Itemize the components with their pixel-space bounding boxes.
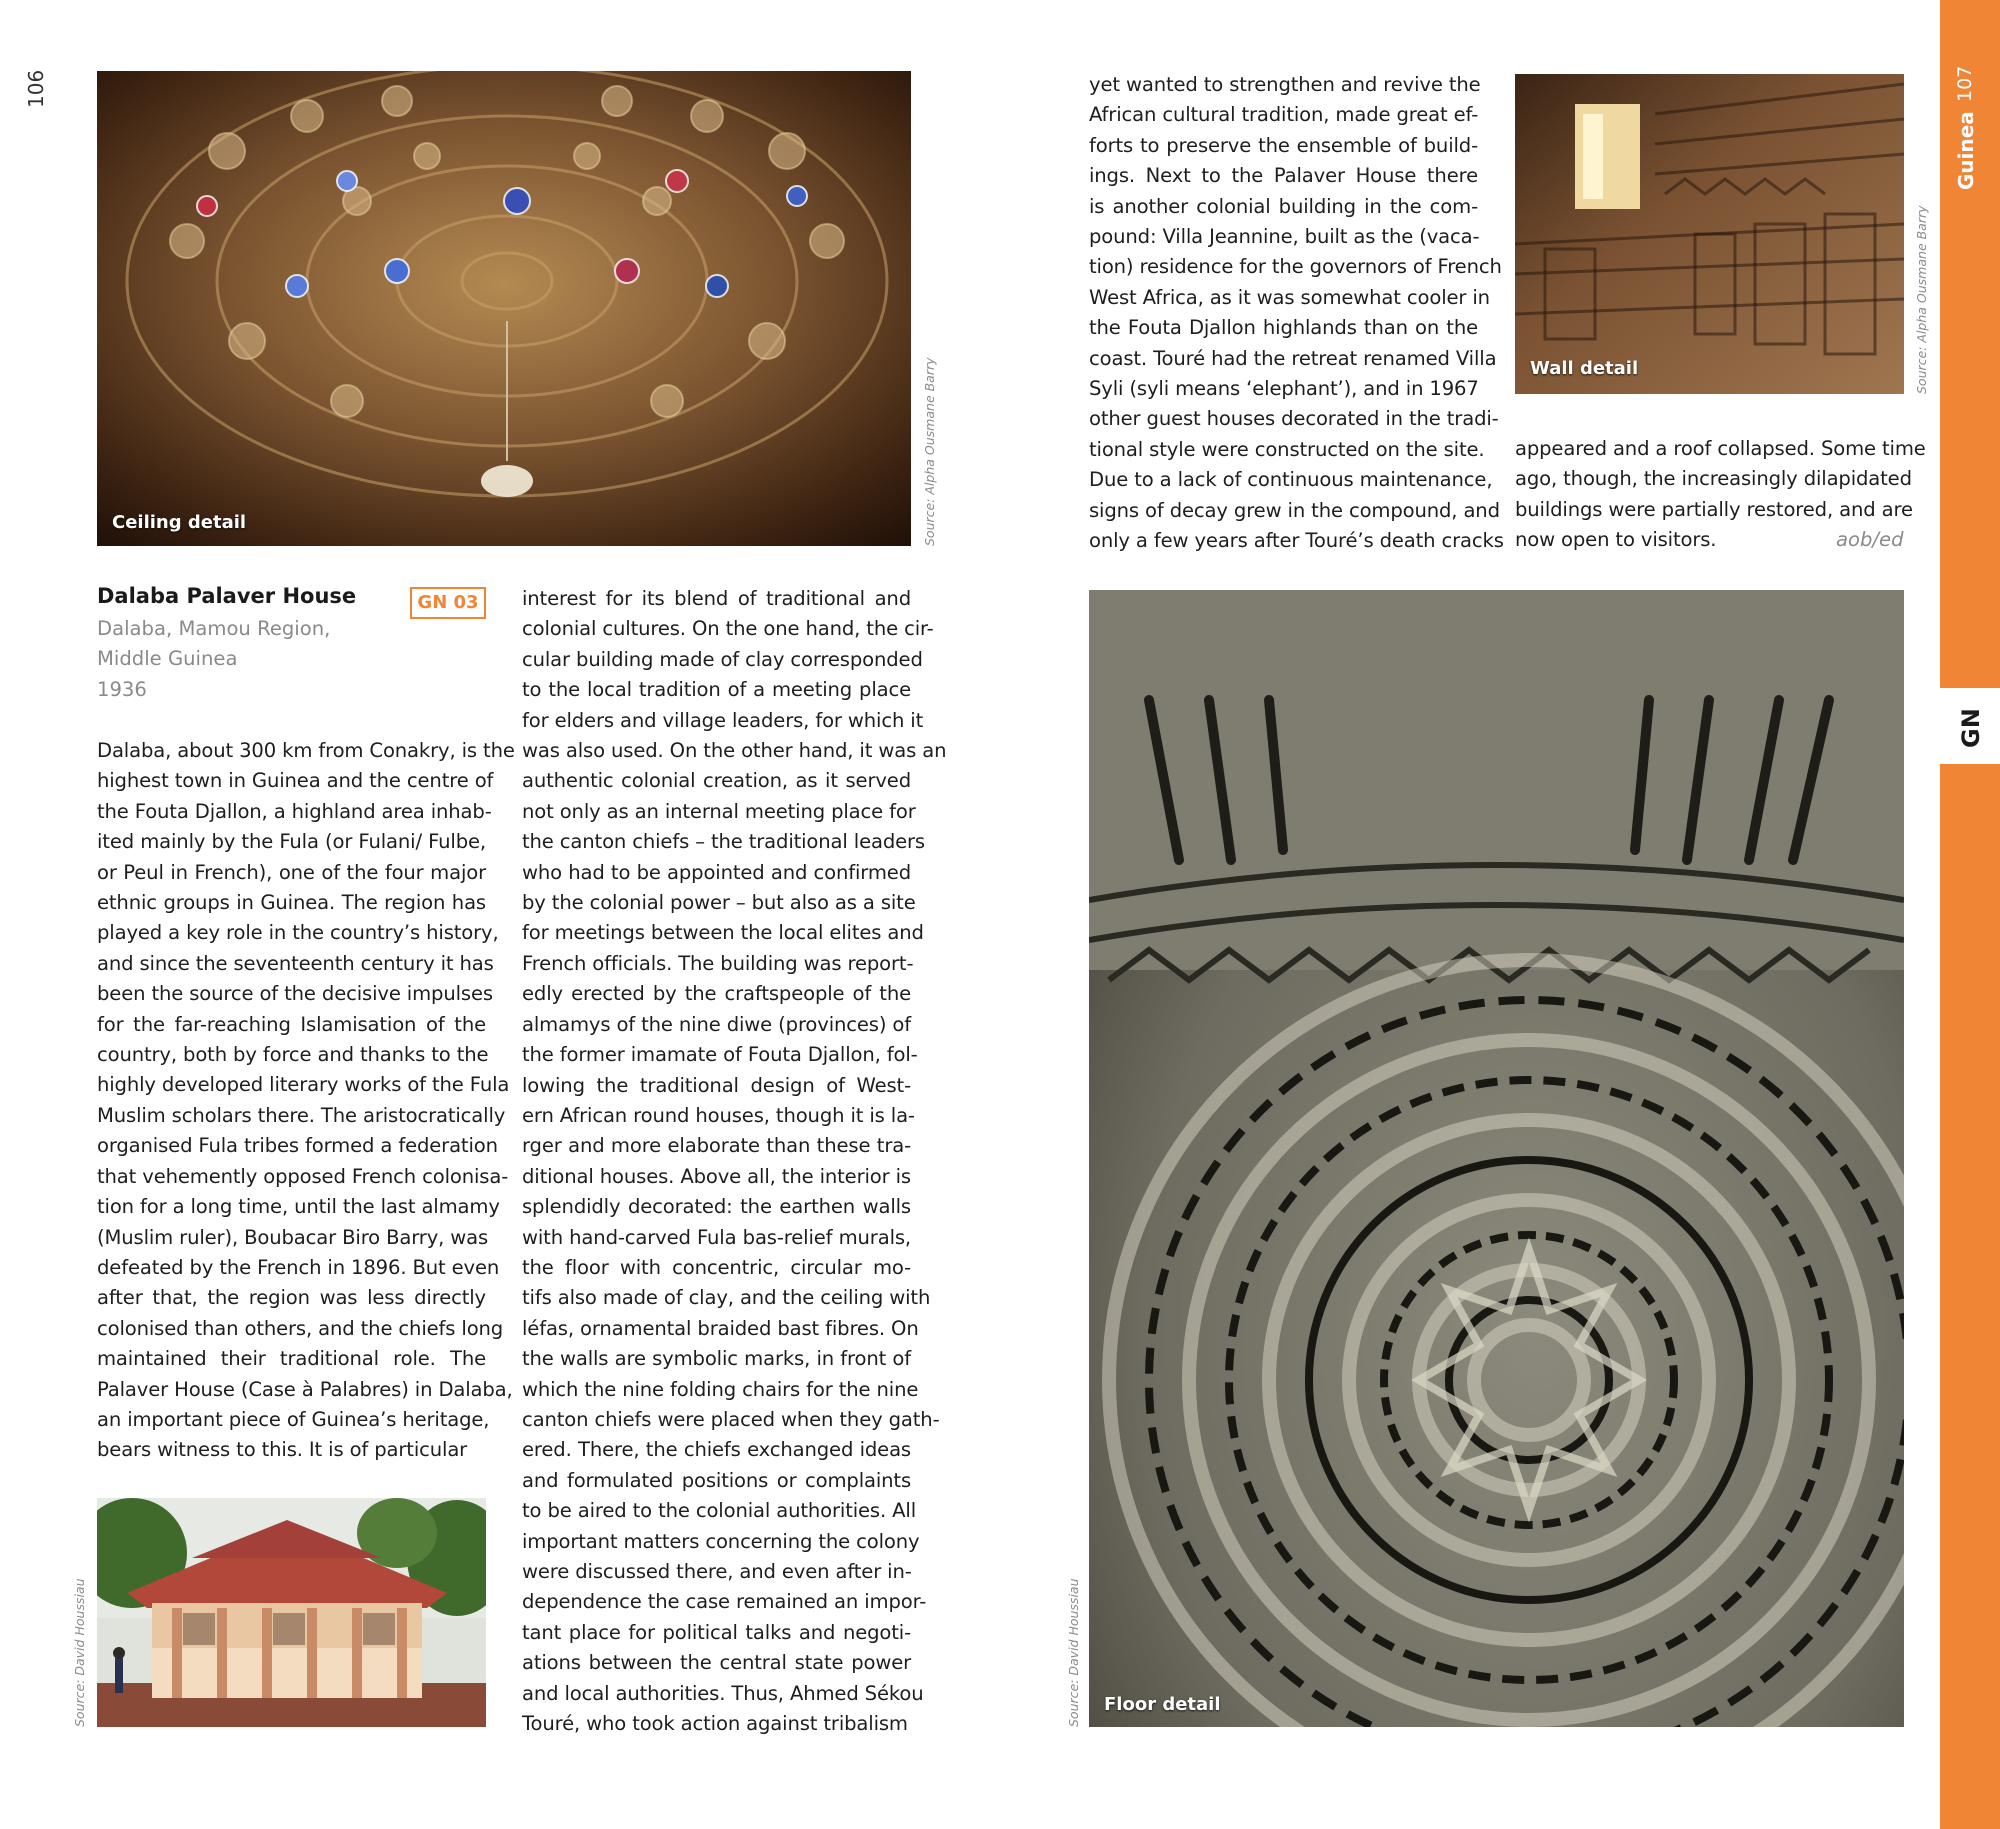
text-line: an important piece of Guinea’s heritage, (97, 1407, 490, 1431)
text-line: léfas, ornamental braided bast fibres. On (522, 1316, 919, 1340)
text-line: ered. There, the chiefs exchanged ideas (522, 1438, 911, 1462)
text-line: the Fouta Djallon highlands than on the (1089, 316, 1478, 340)
text-line: West Africa, as it was somewhat cooler in (1089, 285, 1490, 309)
text-line: (Muslim ruler), Boubacar Biro Barry, was (97, 1225, 489, 1249)
ceiling-credit: Source: Alpha Ousmane Barry (922, 357, 937, 546)
text-line: who had to be appointed and confirmed (522, 860, 911, 884)
house-photo (97, 1498, 486, 1727)
text-line: ethnic groups in Guinea. The region has (97, 891, 486, 915)
text-line: is another colonial building in the com- (1089, 194, 1478, 218)
text-line: not only as an internal meeting place for (522, 799, 916, 823)
text-line: the canton chiefs – the traditional leaders (522, 830, 925, 854)
text-line: ditional houses. Above all, the interior is (522, 1164, 911, 1188)
text-line: bears witness to this. It is of particular (97, 1438, 468, 1462)
page-number-right: 107 (1954, 65, 1976, 102)
text-line: now open to visitors. (1515, 528, 1717, 552)
text-line: yet wanted to strengthen and revive the (1089, 73, 1481, 96)
text-line: forts to preserve the ensemble of build- (1089, 133, 1478, 157)
entry-code-badge: GN 03 (410, 587, 486, 619)
author-initials: aob/ed (1836, 528, 1904, 551)
text-line: splendidly decorated: the earthen walls (522, 1195, 911, 1219)
house-credit: Source: David Houssiau (72, 1578, 87, 1727)
text-line: rger and more elaborate than these tra- (522, 1134, 911, 1158)
text-line: Syli (syli means ‘elephant’), and in 1967 (1089, 377, 1479, 401)
ceiling-caption: Ceiling detail (112, 512, 247, 533)
text-line: the floor with concentric, circular mo- (522, 1255, 911, 1279)
text-line: tifs also made of clay, and the ceiling with (522, 1286, 931, 1310)
text-line: tion) residence for the governors of French (1089, 255, 1502, 279)
text-line: for meetings between the local elites and (522, 921, 924, 945)
entry-location-2: Middle Guinea (97, 647, 238, 671)
floor-photo (1089, 590, 1904, 1727)
text-line: for the far-reaching Islamisation of the (97, 1012, 486, 1036)
text-line: which the nine folding chairs for the nine (522, 1377, 919, 1401)
text-column-1 (97, 736, 515, 1466)
text-line: for elders and village leaders, for which it (522, 708, 924, 732)
section-name: Guinea (1954, 111, 1978, 190)
text-line: pound: Villa Jeannine, built as the (vaca- (1089, 225, 1480, 249)
wall-credit: Source: Alpha Ousmane Barry (1914, 205, 1929, 394)
text-line: interest for its blend of traditional and (522, 587, 911, 610)
text-line: canton chiefs were placed when they gath- (522, 1407, 940, 1431)
text-line: been the source of the decisive impulses (97, 982, 493, 1006)
text-column-2 (522, 584, 947, 1739)
text-line: or Peul in French), one of the four major (97, 860, 486, 884)
text-line: highest town in Guinea and the centre of (97, 769, 494, 793)
text-line: highly developed literary works of the Fula (97, 1073, 510, 1097)
section-code: GN (1957, 708, 1985, 748)
text-line: Dalaba, about 300 km from Conakry, is the (97, 739, 515, 762)
text-line: and local authorities. Thus, Ahmed Sékou (522, 1681, 924, 1705)
text-line: Palaver House (Case à Palabres) in Dalaba, (97, 1377, 513, 1401)
text-column-3 (1089, 70, 1504, 557)
wall-caption: Wall detail (1530, 358, 1639, 379)
text-line: ago, though, the increasingly dilapidated (1515, 467, 1912, 491)
text-line: and since the seventeenth century it has (97, 951, 494, 975)
text-line: African cultural tradition, made great ef- (1089, 103, 1479, 127)
text-line: appeared and a roof collapsed. Some time (1515, 437, 1926, 460)
text-line: only a few years after Touré’s death cracks (1089, 529, 1504, 553)
text-line: colonised than others, and the chiefs long (97, 1316, 504, 1340)
text-line: ings. Next to the Palaver House there (1089, 164, 1478, 188)
text-line: authentic colonial creation, as it served (522, 769, 911, 793)
text-line: lowing the traditional design of West- (522, 1073, 911, 1097)
entry-location-1: Dalaba, Mamou Region, (97, 617, 331, 640)
text-line: ations between the central state power (522, 1651, 911, 1675)
text-line: coast. Touré had the retreat renamed Villa (1089, 346, 1497, 370)
wall-photo (1515, 74, 1904, 394)
text-line: were discussed there, and even after in- (522, 1560, 912, 1583)
text-line: was also used. On the other hand, it was an (522, 739, 947, 763)
text-line: played a key role in the country’s history, (97, 921, 499, 945)
text-line: ern African round houses, though it is la- (522, 1103, 915, 1127)
entry-year: 1936 (97, 677, 147, 701)
text-line: Due to a lack of continuous maintenance, (1089, 468, 1493, 492)
floor-credit: Source: David Houssiau (1066, 1578, 1081, 1727)
floor-caption: Floor detail (1104, 1694, 1221, 1715)
text-line: cular building made of clay corresponded (522, 647, 923, 671)
text-line: country, both by force and thanks to the (97, 1043, 489, 1067)
text-line: to the local tradition of a meeting place (522, 678, 911, 702)
text-line: tant place for political talks and negoti- (522, 1620, 911, 1644)
text-line: and formulated positions or complaints (522, 1468, 911, 1492)
text-line: defeated by the French in 1896. But even (97, 1255, 500, 1279)
text-line: to be aired to the colonial authorities. All (522, 1499, 916, 1523)
text-line: almamys of the nine diwe (provinces) of (522, 1012, 912, 1036)
text-line: Muslim scholars there. The aristocratically (97, 1103, 506, 1127)
text-line: other guest houses decorated in the tradi- (1089, 407, 1499, 431)
text-line: the Fouta Djallon, a highland area inhab- (97, 799, 492, 823)
text-line: maintained their traditional role. The (97, 1347, 486, 1371)
entry-meta (97, 614, 330, 705)
text-line: edly erected by the craftspeople of the (522, 982, 911, 1006)
text-line: French officials. The building was report- (522, 951, 914, 975)
text-line: ited mainly by the Fula (or Fulani/ Fulbe, (97, 830, 486, 854)
text-line: important matters concerning the colony (522, 1529, 920, 1553)
text-line: the walls are symbolic marks, in front of (522, 1347, 911, 1371)
text-line: after that, the region was less directly (97, 1286, 486, 1310)
text-line: with hand-carved Fula bas-relief murals, (522, 1225, 911, 1249)
text-line: that vehemently opposed French colonisa- (97, 1164, 509, 1188)
section-sidebar (1940, 0, 2000, 1829)
text-line: Touré, who took action against tribalism (522, 1712, 908, 1736)
text-line: the former imamate of Fouta Djallon, fol- (522, 1043, 918, 1067)
text-line: dependence the case remained an impor- (522, 1590, 927, 1614)
ceiling-photo (97, 71, 911, 546)
entry-title: Dalaba Palaver House (97, 584, 357, 608)
text-line: tional style were constructed on the site. (1089, 437, 1485, 461)
text-line: buildings were partially restored, and are (1515, 497, 1913, 521)
text-line: organised Fula tribes formed a federation (97, 1134, 498, 1158)
text-line: signs of decay grew in the compound, and (1089, 498, 1500, 522)
page-number-left: 106 (24, 69, 48, 108)
text-line: by the colonial power – but also as a site (522, 891, 916, 915)
text-line: colonial cultures. On the one hand, the cir- (522, 617, 934, 641)
text-line: tion for a long time, until the last almamy (97, 1195, 500, 1219)
